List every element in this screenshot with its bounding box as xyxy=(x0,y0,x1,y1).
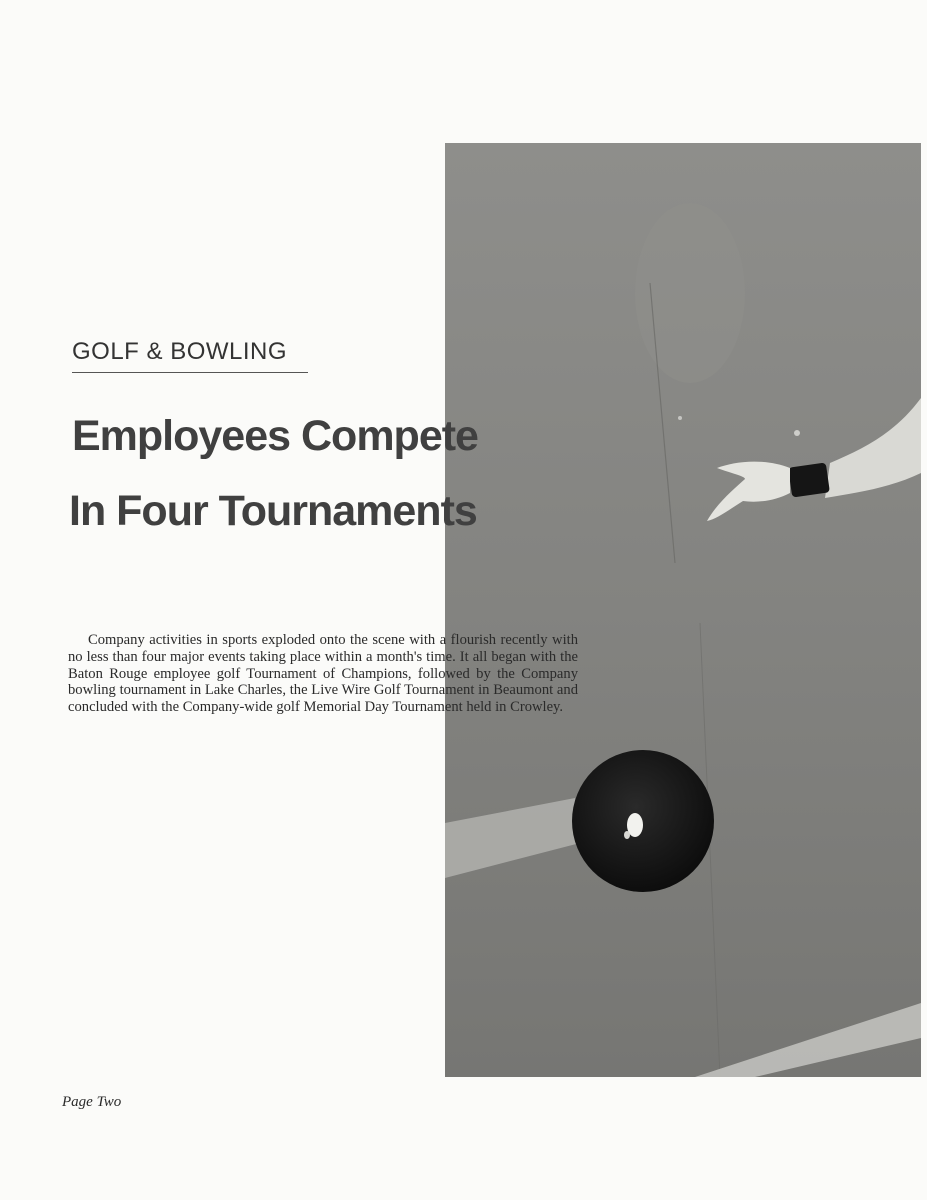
bowling-photo-illustration xyxy=(445,143,921,1077)
section-divider xyxy=(72,372,308,373)
section-label: GOLF & BOWLING xyxy=(72,338,288,365)
headline-line-1: Employees Compete xyxy=(72,412,478,460)
article-body: Company activities in sports exploded onto the scene with a flourish recently with no less than four major events taking place within a month's time. It all began with the Baton Rouge employee golf Tournament of Champions, followed by the Company bowling tournament in Lake Charles, the Live Wire Golf Tournament in Beaumont and concluded with the Company-wide golf Memorial Day Tournament held in Crowley. xyxy=(68,632,578,716)
bowling-photo xyxy=(445,143,921,1077)
headline-line-2: In Four Tournaments xyxy=(69,487,477,535)
page-number: Page Two xyxy=(62,1094,122,1110)
